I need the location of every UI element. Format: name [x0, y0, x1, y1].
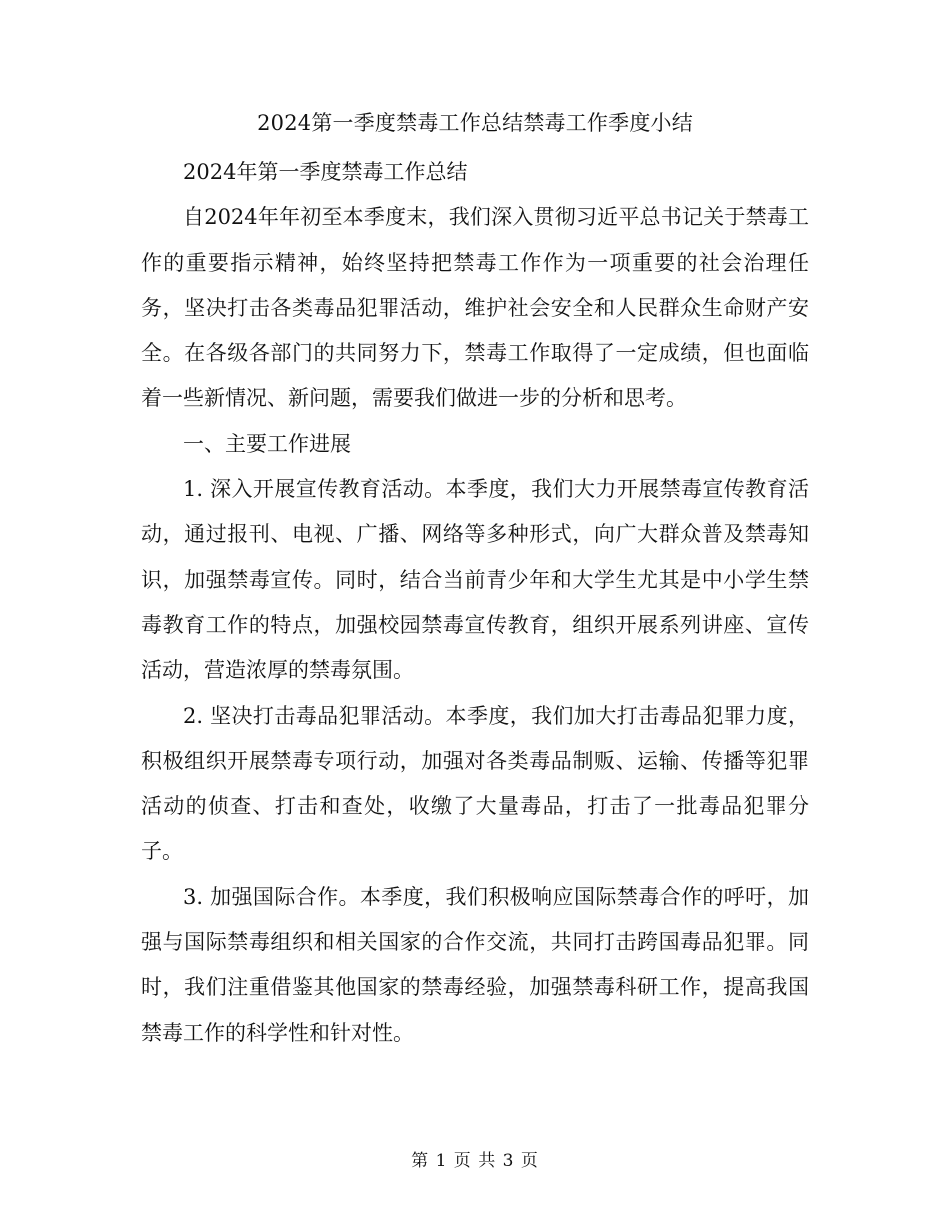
- section-heading: 一、主要工作进展: [183, 431, 351, 456]
- list-item-2: 2. 坚决打击毒品犯罪活动。本季度，我们加大打击毒品犯罪力度，积极组织开展禁毒专项行动，加强对各类毒品制贩、运输、传播等犯罪活动的侦查、打击和查处，收缴了大量毒品，打击了一批毒品犯罪分子。: [141, 703, 809, 864]
- list-item-1: 1. 深入开展宣传教育活动。本季度，我们大力开展禁毒宣传教育活动，通过报刊、电视、广播、网络等多种形式，向广大群众普及禁毒知识，加强禁毒宣传。同时，结合当前青少年和大学生尤其是中小学生禁毒教育工作的特点，加强校园禁毒宣传教育，组织开展系列讲座、宣传活动，营造浓厚的禁毒氛围。: [141, 477, 809, 683]
- intro-paragraph: 自2024年年初至本季度末，我们深入贯彻习近平总书记关于禁毒工作的重要指示精神，始终坚持把禁毒工作作为一项重要的社会治理任务，坚决打击各类毒品犯罪活动，维护社会安全和人民群众生命财产安全。在各级各部门的共同努力下，禁毒工作取得了一定成绩，但也面临着一些新情况、新问题，需要我们做进一步的分析和思考。: [141, 205, 809, 411]
- document-body: [141, 150, 809, 1056]
- page-number: 第 1 页 共 3 页: [411, 1151, 539, 1171]
- document-title: 2024第一季度禁毒工作总结禁毒工作季度小结: [257, 111, 693, 135]
- document-subtitle: 2024年第一季度禁毒工作总结: [183, 160, 468, 184]
- list-item-3: 3. 加强国际合作。本季度，我们积极响应国际禁毒合作的呼吁，加强与国际禁毒组织和相关国家的合作交流，共同打击跨国毒品犯罪。同时，我们注重借鉴其他国家的禁毒经验，加强禁毒科研工作，提高我国禁毒工作的科学性和针对性。: [141, 884, 809, 1045]
